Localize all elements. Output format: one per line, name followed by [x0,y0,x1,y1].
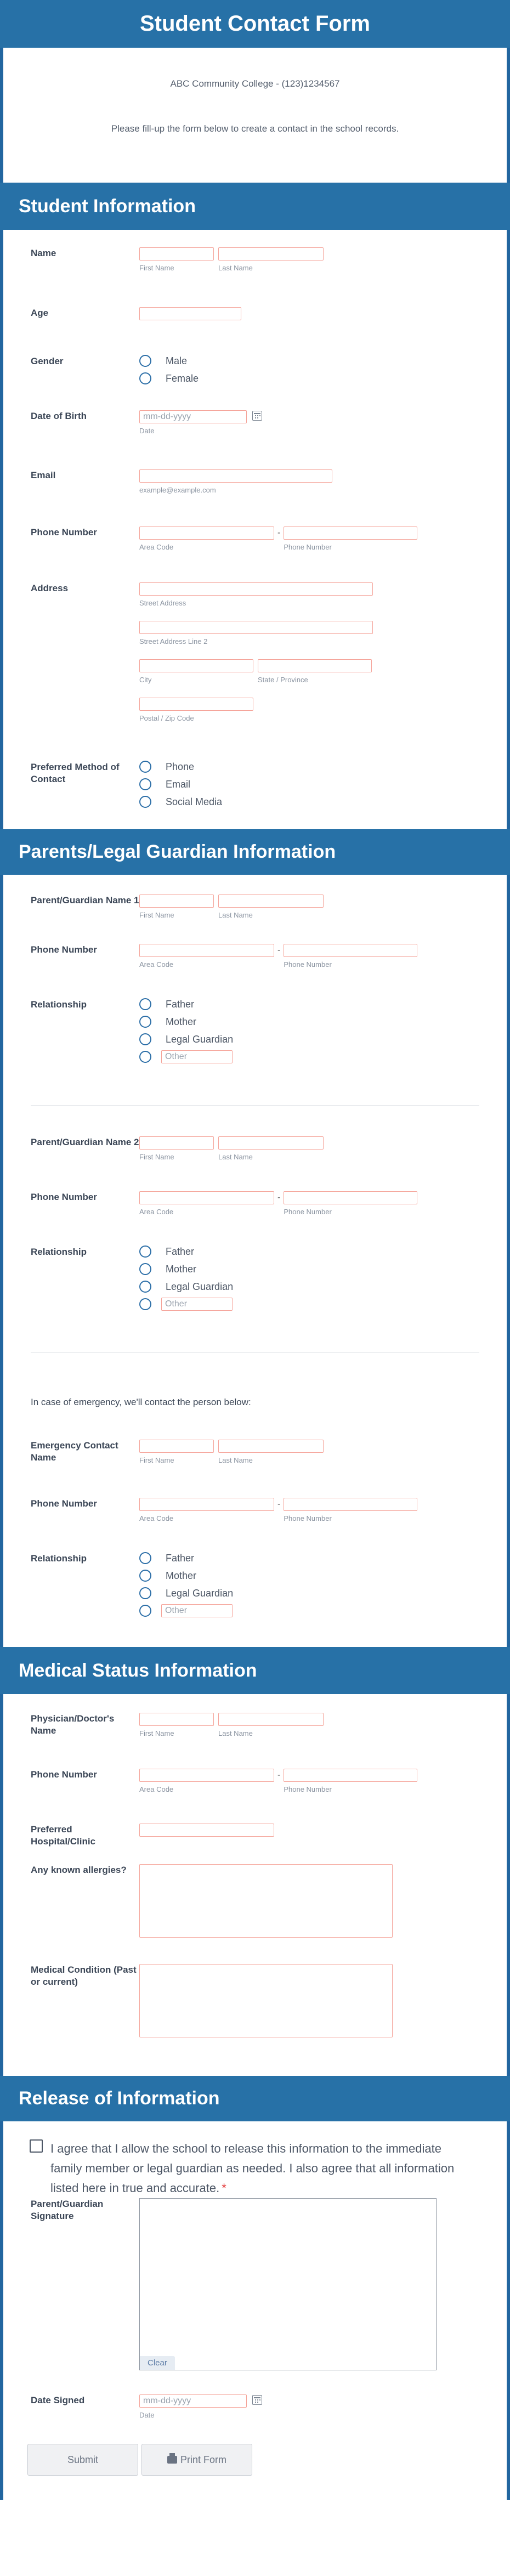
contact-option-email[interactable]: Email [139,775,507,793]
emergency-note-row [3,1353,507,1408]
emergency-note: In case of emergency, we'll contact the person below: [31,1397,251,1407]
gender-option-male[interactable]: Male [139,352,507,370]
date-signed-input[interactable]: mm-dd-yyyy [139,2394,247,2408]
radio-female[interactable] [139,372,151,384]
street-input[interactable] [139,582,373,596]
radio-em-father[interactable] [139,1552,151,1564]
row-signature [3,2186,507,2379]
physician-last-input[interactable] [218,1713,324,1726]
emergency-first-input[interactable] [139,1440,214,1453]
contact-option-phone[interactable]: Phone [139,758,507,775]
first-name-input[interactable] [139,247,214,261]
area-code-input[interactable] [139,526,274,540]
radio-g1-legal[interactable] [139,1033,151,1045]
guardian2-last-input[interactable] [218,1136,324,1150]
agree-row [3,2121,507,2195]
label-name: Name [31,248,56,258]
radio-phone[interactable] [139,761,151,773]
label-preferred-contact: Preferred Method of Contact [31,762,120,784]
row-guardian2: Parent/Guardian Name 2 First Name Last Name [3,1106,507,1181]
form-description: Please fill-up the form below to create a contact in the school records. [111,123,399,134]
signature-pad[interactable] [139,2198,437,2370]
emergency-last-input[interactable] [218,1440,324,1453]
radio-social-media[interactable] [139,796,151,808]
g1-rel-other[interactable] [139,1048,507,1066]
label-emergency-phone: Phone Number [31,1498,97,1509]
printer-icon [167,2456,177,2464]
row-phone: Phone Number Area Code - Phone Number [3,517,507,574]
email-sublabel: example@example.com [139,486,216,494]
row-emergency-relationship [3,1521,507,1626]
label-guardian2-relationship: Relationship [31,1247,87,1257]
em-rel-mother[interactable]: Mother [139,1567,507,1584]
label-hospital: Preferred Hospital/Clinic [31,1824,96,1847]
guardian1-phone-input[interactable] [284,944,417,957]
required-asterisk: * [222,2181,226,2195]
radio-g1-mother[interactable] [139,1016,151,1028]
label-guardian2-phone: Phone Number [31,1192,97,1202]
row-allergies [3,1850,507,1953]
clear-signature-button[interactable]: Clear [140,2356,175,2370]
calendar-icon[interactable] [252,411,262,421]
gender-option-female[interactable]: Female [139,370,507,387]
city-input[interactable] [139,659,253,672]
dob-sublabel: Date [139,427,155,435]
row-hospital [3,1806,507,1850]
row-preferred-contact [3,758,507,829]
calendar-icon[interactable] [252,2395,262,2405]
row-guardian1-phone: Phone Number Area Code - Phone Number [3,934,507,989]
em-rel-father[interactable]: Father [139,1549,507,1567]
radio-em-other[interactable] [139,1605,151,1617]
radio-g2-father[interactable] [139,1245,151,1258]
medical-condition-textarea[interactable] [139,1964,393,2037]
section-release-header: Release of Information [0,2076,510,2121]
radio-em-legal[interactable] [139,1587,151,1599]
guardian1-last-input[interactable] [218,894,324,908]
row-name [3,230,507,294]
label-physician-phone: Phone Number [31,1769,97,1780]
physician-first-input[interactable] [139,1713,214,1726]
last-name-sublabel: Last Name [218,264,253,272]
radio-g2-mother[interactable] [139,1263,151,1275]
g2-rel-mother[interactable]: Mother [139,1260,507,1278]
row-physician-phone: Phone Number Area Code - Phone Number [3,1751,507,1806]
radio-email[interactable] [139,778,151,790]
label-emergency-name: Emergency Contact Name [31,1440,118,1463]
agree-text: I agree that I allow the school to release this information to the immediate family member or legal guardian as needed. I also agree that all information listed here in true and accurate. * [50,2142,455,2195]
g2-rel-father[interactable]: Father [139,1243,507,1260]
guardian2-phone-input[interactable] [284,1191,417,1204]
row-date-signed: Date Signed mm-dd-yyyy Date [3,2379,507,2434]
physician-area-code-input[interactable] [139,1769,274,1782]
g1-other-input[interactable]: Other [161,1050,233,1063]
guardian1-area-code-input[interactable] [139,944,274,957]
label-date-signed: Date Signed [31,2395,85,2405]
intro [3,48,507,183]
label-phone: Phone Number [31,527,97,537]
row-emergency-phone: Phone Number Area Code - Phone Number [3,1466,507,1521]
form-title: Student Contact Form [0,0,510,48]
em-other-input[interactable]: Other [161,1604,233,1617]
radio-male[interactable] [139,355,151,367]
g1-rel-legal[interactable]: Legal Guardian [139,1031,507,1048]
radio-g2-legal[interactable] [139,1281,151,1293]
school-line: ABC Community College - (123)1234567 [170,78,340,89]
contact-option-social[interactable]: Social Media [139,793,507,811]
row-address: Address Street Address Street Address Line 2 City State / Province Postal / Zip Code [3,574,507,758]
section-student-header: Student Information [0,183,510,230]
radio-em-mother[interactable] [139,1570,151,1582]
g2-other-input[interactable]: Other [161,1298,233,1311]
first-name-sublabel: First Name [139,264,174,272]
guardian1-first-input[interactable] [139,894,214,908]
row-age [3,294,507,341]
g1-rel-mother[interactable]: Mother [139,1013,507,1031]
section-medical-header: Medical Status Information [0,1647,510,1694]
last-name-input[interactable] [218,247,324,261]
postal-input[interactable] [139,698,253,711]
label-email: Email [31,470,56,480]
label-signature: Parent/Guardian Signature [31,2199,104,2221]
row-medical-condition [3,1953,507,2053]
label-guardian1: Parent/Guardian Name 1 [31,895,139,905]
submit-button[interactable]: Submit [27,2444,138,2476]
row-email [3,459,507,517]
label-address: Address [31,583,69,593]
dob-input[interactable]: mm-dd-yyyy [139,410,247,423]
allergies-textarea[interactable] [139,1864,393,1938]
emergency-area-code-input[interactable] [139,1498,274,1511]
state-input[interactable] [258,659,372,672]
label-physician: Physician/Doctor's Name [31,1713,115,1736]
em-rel-other[interactable] [139,1602,507,1620]
hospital-input[interactable] [139,1824,274,1837]
row-guardian1: Parent/Guardian Name 1 First Name Last Name [3,875,507,934]
radio-g1-father[interactable] [139,998,151,1010]
label-medical-condition: Medical Condition (Past or current) [31,1964,137,1987]
agree-checkbox[interactable] [30,2139,43,2153]
guardian2-first-input[interactable] [139,1136,214,1150]
guardian2-area-code-input[interactable] [139,1191,274,1204]
row-gender [3,341,507,401]
row-guardian2-relationship [3,1236,507,1352]
button-row [3,2434,507,2500]
label-guardian2: Parent/Guardian Name 2 [31,1137,139,1147]
g2-rel-other[interactable] [139,1295,507,1313]
section-parents-header: Parents/Legal Guardian Information [0,829,510,875]
row-emergency-name: Emergency Contact Name First Name Last Name [3,1408,507,1466]
street2-input[interactable] [139,621,373,634]
phone-number-input[interactable] [284,526,417,540]
label-gender: Gender [31,356,64,366]
g1-rel-father[interactable]: Father [139,995,507,1013]
em-rel-legal[interactable]: Legal Guardian [139,1584,507,1602]
row-dob [3,401,507,459]
radio-g2-other[interactable] [139,1298,151,1310]
label-age: Age [31,308,49,318]
label-allergies: Any known allergies? [31,1865,127,1875]
label-guardian1-relationship: Relationship [31,999,87,1010]
print-form-button[interactable]: Print Form [141,2444,252,2476]
label-dob: Date of Birth [31,411,87,421]
emergency-phone-input[interactable] [284,1498,417,1511]
physician-phone-input[interactable] [284,1769,417,1782]
row-guardian2-phone: Phone Number Area Code - Phone Number [3,1181,507,1236]
label-emergency-relationship: Relationship [31,1553,87,1564]
row-guardian1-relationship [3,989,507,1105]
label-guardian1-phone: Phone Number [31,944,97,955]
row-physician: Physician/Doctor's Name First Name Last Name [3,1694,507,1751]
age-input[interactable] [139,307,241,320]
email-input[interactable] [139,469,332,483]
radio-g1-other[interactable] [139,1051,151,1063]
g2-rel-legal[interactable]: Legal Guardian [139,1278,507,1295]
